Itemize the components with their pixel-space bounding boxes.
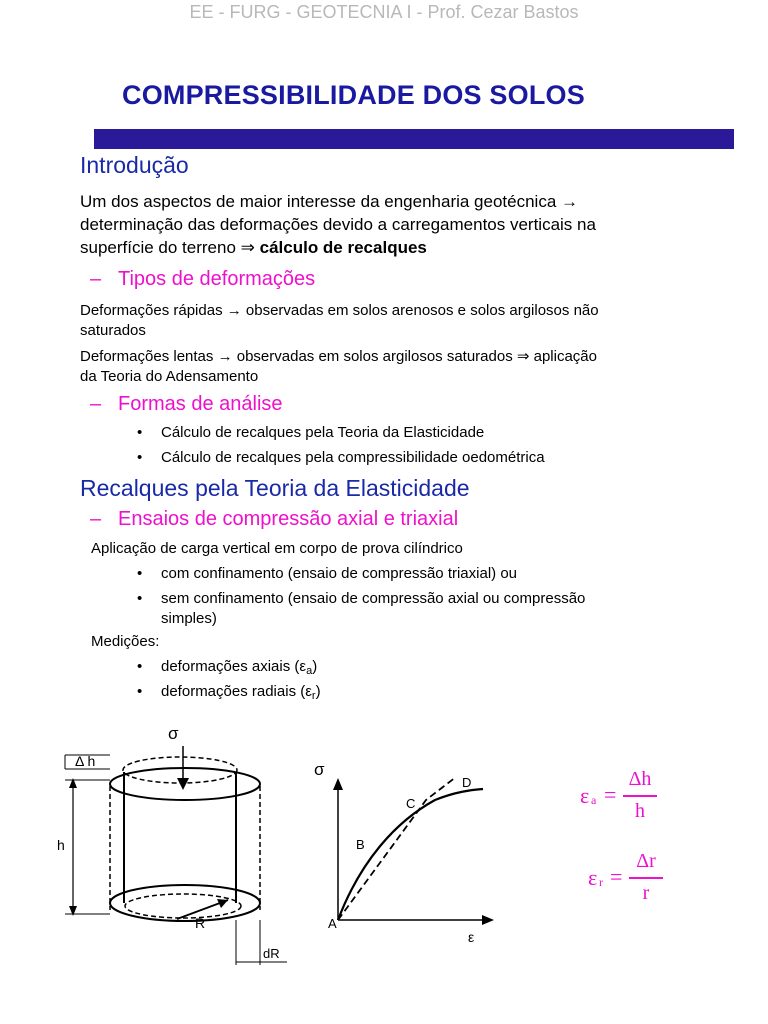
load-arrow-head [177, 778, 189, 790]
close-paren: ) [312, 658, 318, 675]
fraction-bar [629, 877, 663, 879]
running-header: EE - FURG - GEOTECNIA I - Prof. Cezar Bastos [189, 2, 579, 22]
intro-line-2: determinação das deformações devido a carregamentos verticais na [80, 215, 596, 234]
cylinder-specimen-figure [55, 720, 305, 975]
list-item-label-continued: simples) [161, 610, 217, 627]
list-item [137, 564, 517, 584]
subheading-formas-label: Formas de análise [118, 393, 283, 415]
subheading-tipos-label: Tipos de deformações [118, 268, 316, 290]
dash-marker: – [90, 393, 102, 415]
formula-equals: = [610, 864, 623, 889]
subscript: a [306, 665, 313, 677]
graph-x-arrow [482, 915, 494, 925]
deformacoes-lentas [80, 347, 740, 387]
bullet-icon: • [137, 683, 143, 700]
list-item [137, 657, 317, 681]
list-item-label: Cálculo de recalques pela compressibilidade oedométrica [161, 449, 545, 466]
formula-subscript: r [599, 875, 603, 889]
graph-y-arrow [333, 778, 343, 790]
rapidas-line-1: Deformações rápidas → observadas em solos arenosos e solos argilosos não [80, 302, 599, 319]
title-underline-bar [94, 129, 734, 149]
formula-equals: = [604, 782, 617, 807]
list-item [137, 589, 585, 629]
intro-line-3-text: superfície do terreno ⇒ [80, 238, 260, 257]
bullet-icon: • [137, 565, 143, 582]
formula-subscript: a [591, 793, 597, 807]
subheading-tipos [90, 268, 315, 291]
dash-marker: – [90, 268, 102, 290]
formula-axial-strain [580, 768, 700, 828]
graph-sigma-axis-label: σ [314, 760, 325, 779]
formula-epsilon: ε [588, 865, 598, 890]
list-item [137, 448, 545, 468]
delta-h-label: Δ h [75, 753, 96, 769]
dr-label: dR [263, 946, 280, 961]
radius-label: R [195, 915, 206, 931]
formula-epsilon: ε [580, 783, 590, 808]
height-label: h [57, 837, 65, 853]
bullet-icon: • [137, 590, 143, 607]
page-title: COMPRESSIBILIDADE DOS SOLOS [122, 80, 585, 110]
fraction-bar [623, 795, 657, 797]
graph-epsilon-label: ε [468, 929, 475, 945]
intro-line-1: Um dos aspectos de maior interesse da engenharia geotécnica → [80, 192, 579, 211]
point-d-label: D [462, 775, 472, 790]
close-paren: ) [315, 683, 321, 700]
subheading-ensaios-label: Ensaios de compressão axial e triaxial [118, 508, 459, 530]
list-item-label: com confinamento (ensaio de compressão triaxial) ou [161, 565, 518, 582]
list-item-body [161, 589, 585, 629]
bullet-icon: • [137, 658, 143, 675]
point-a-label: A [328, 916, 337, 931]
formula-numerator: Δr [636, 850, 656, 872]
point-b-label: B [356, 837, 365, 852]
subscript: r [311, 690, 316, 702]
calculo-recalques-bold: cálculo de recalques [259, 238, 427, 257]
formula-numerator: Δh [628, 768, 652, 790]
intro-line-3 [80, 236, 740, 259]
rapidas-line-2: saturados [80, 322, 146, 339]
stress-strain-graph [310, 752, 500, 947]
deformacoes-rapidas [80, 301, 740, 341]
intro-paragraph [80, 190, 740, 259]
heading-introducao: Introdução [80, 152, 189, 178]
dash-marker: – [90, 508, 102, 530]
bottom-original-ellipse [125, 894, 241, 918]
list-item-label: Cálculo de recalques pela Teoria da Elasticidade [161, 424, 485, 441]
list-item [137, 682, 321, 706]
lentas-line-2: da Teoria do Adensamento [80, 368, 259, 385]
subheading-formas [90, 393, 283, 416]
formula-denominator: r [642, 882, 650, 904]
point-c-label: C [406, 796, 416, 811]
aplicacao-text: Aplicação de carga vertical em corpo de prova cilíndrico [91, 540, 463, 557]
list-item [137, 423, 484, 443]
bullet-icon: • [137, 424, 143, 441]
list-item-label: deformações axiais (ε [161, 658, 307, 675]
formula-denominator: h [635, 800, 645, 822]
lentas-line-1: Deformações lentas → observadas em solos argilosos saturados ⇒ aplicação [80, 348, 597, 365]
load-sigma-label: σ [168, 724, 179, 743]
subheading-ensaios [90, 508, 458, 531]
bullet-icon: • [137, 449, 143, 466]
heading-teoria-elasticidade: Recalques pela Teoria da Elasticidade [80, 475, 470, 501]
list-item-label: deformações radiais (ε [161, 683, 312, 700]
formula-radial-strain [588, 850, 708, 910]
medicoes-label: Medições: [91, 633, 160, 650]
list-item-label: sem confinamento (ensaio de compressão axial ou compressão [161, 590, 586, 607]
